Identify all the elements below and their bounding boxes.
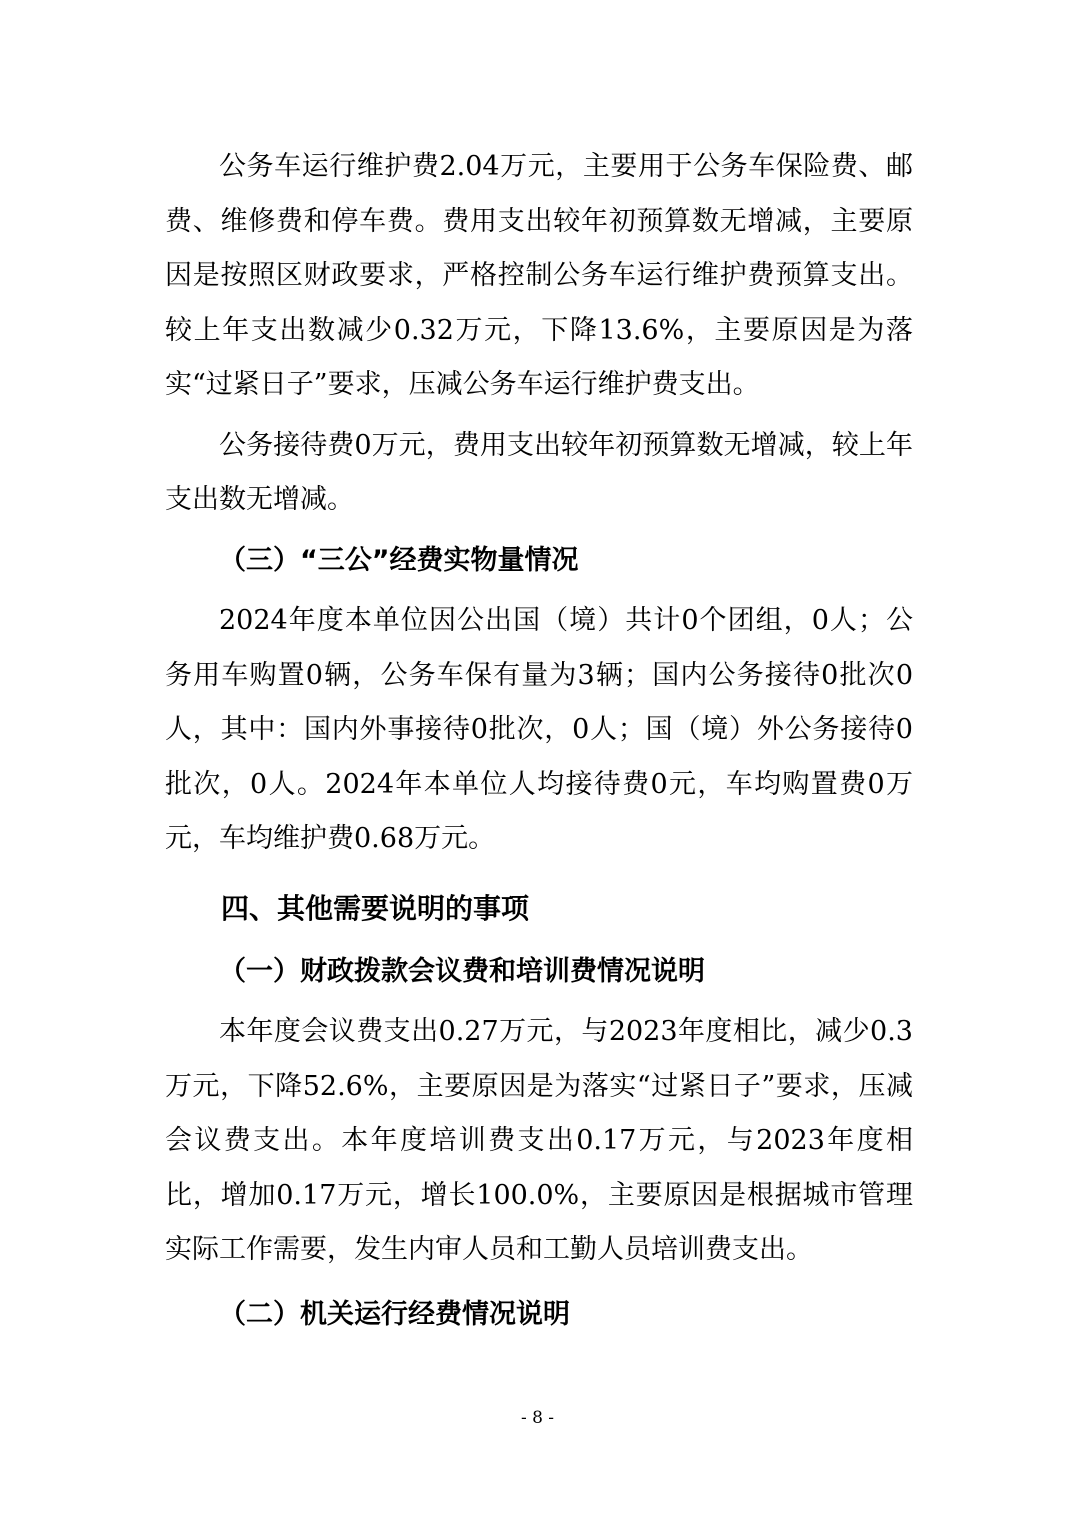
paragraph-reception-fee: 公务接待费0万元，费用支出较年初预算数无增减，较上年支出数无增减。	[165, 429, 913, 515]
paragraph-vehicle-maintenance: 公务车运行维护费2.04万元，主要用于公务车保险费、邮费、维修费和停车费。费用支出较年初预算数无增减，主要原因是按照区财政要求，严格控制公务车运行维护费预算支出。较上年支出数减少0.32万元，下降13.6%，主要原因是为落实“过紧日子”要求，压减公务车运行维护费支出。	[165, 151, 913, 400]
page-number: - 8 -	[520, 1408, 555, 1428]
paragraph-physical-quantities: 2024年度本单位因公出国（境）共计0个团组，0人；公务用车购置0辆，公务车保有量为3辆；国内公务接待0批次0人，其中：国内外事接待0批次，0人；国（境）外公务接待0批次，0人。2024年本单位人均接待费0元，车均购置费0万元，车均维护费0.68万元。	[165, 605, 913, 854]
document-body	[165, 140, 913, 1342]
heading-operating-expenses: （二）机关运行经费情况说明	[219, 1298, 570, 1330]
heading-meeting-training-fees: （一）财政拨款会议费和培训费情况说明	[219, 955, 705, 987]
heading-physical-quantities: （三）“三公”经费实物量情况	[219, 544, 579, 576]
heading-other-matters: 四、其他需要说明的事项	[221, 891, 530, 925]
paragraph-meeting-training-fees: 本年度会议费支出0.27万元，与2023年度相比，减少0.3万元，下降52.6%，主要原因是为落实“过紧日子”要求，压减会议费支出。本年度培训费支出0.17万元，与2023年度相比，增加0.17万元，增长100.0%，主要原因是根据城市管理实际工作需要，发生内审人员和工勤人员培训费支出。	[165, 1016, 913, 1265]
